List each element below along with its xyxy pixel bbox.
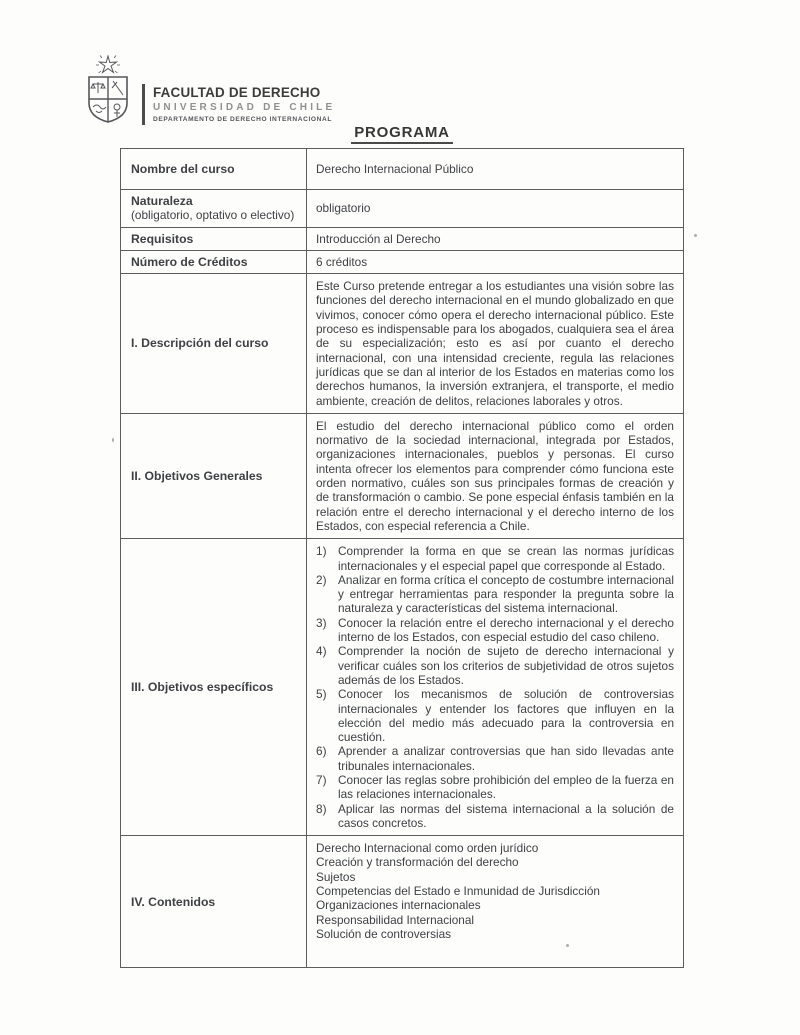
table-row-requisitos — [121, 227, 684, 250]
objective-item: Conocer la relación entre el derecho internacional y el derecho interno de los Estados, con especial estudio del caso chileno. — [338, 615, 674, 645]
objective-item: Analizar en forma crítica el concepto de costumbre internacional y entregar herramientas para responder la pregunta sobre la naturaleza y características del sistema internacional. — [338, 572, 674, 616]
objectives-list — [338, 544, 674, 830]
objective-item: Aprender a analizar controversias que han sido llevadas ante tribunales internacionales. — [338, 744, 674, 773]
objective-item: Comprender la noción de sujeto de derecho internacional y verificar cuáles son los criterios de subjetividad de otros sujetos además de los Estados. — [338, 644, 674, 687]
scan-speck — [694, 234, 697, 237]
letterhead — [82, 55, 335, 125]
universidad-de-chile-crest-icon — [82, 55, 134, 125]
row-value: 6 créditos — [307, 250, 684, 273]
document-title: PROGRAMA — [351, 124, 453, 144]
row-label: III. Objetivos específicos — [121, 539, 307, 836]
row-label: Requisitos — [121, 227, 307, 250]
table-row-descripcion — [121, 274, 684, 414]
course-table — [120, 148, 684, 968]
table-row-objetivos-especificos — [121, 539, 684, 836]
row-label: II. Objetivos Generales — [121, 413, 307, 538]
objective-item: Conocer las reglas sobre prohibición del empleo de la fuerza en las relaciones internacionales. — [338, 772, 674, 802]
row-value: obligatorio — [307, 190, 684, 228]
content-line: Creación y transformación del derecho — [316, 855, 519, 870]
university-name: UNIVERSIDAD DE CHILE — [153, 102, 336, 113]
letterhead-text — [142, 84, 335, 125]
row-label: Número de Créditos — [121, 250, 307, 273]
content-line: Competencias del Estado e Inmunidad de Jurisdicción — [316, 884, 600, 899]
row-value: Derecho Internacional Público — [307, 149, 684, 190]
row-label: Nombre del curso — [121, 149, 307, 190]
content-line: Solución de controversias — [316, 926, 452, 941]
department-name: DEPARTAMENTO DE DERECHO INTERNACIONAL — [153, 116, 332, 123]
content-line: Sujetos — [316, 869, 356, 884]
content-line: Organizaciones internacionales — [316, 898, 481, 913]
content-line: Responsabilidad Internacional — [316, 912, 475, 927]
objective-item: Conocer los mecanismos de solución de controversias internacionales y entender los factores que influyen en la elección del medio más adecuado para la controversia en cuestión. — [338, 687, 674, 745]
objective-item: Aplicar las normas del sistema internacional a la solución de casos concretos. — [338, 801, 674, 830]
scan-speck — [112, 438, 114, 442]
table-row-naturaleza — [121, 190, 684, 228]
row-label — [121, 190, 307, 228]
label-main: Naturaleza — [131, 194, 193, 208]
content-line: Derecho Internacional como orden jurídico — [316, 841, 539, 856]
row-value — [307, 836, 684, 968]
contents-list — [316, 841, 674, 941]
table-row-creditos — [121, 250, 684, 273]
table-row-objetivos-generales — [121, 413, 684, 538]
row-value: Este Curso pretende entregar a los estudiantes una visión sobre las funciones del derecho internacional en el mundo globalizado en que vivimos, conocer cómo opera el derecho internacional público. Este proceso es indispensable para los abogados, cualquiera sea el área de su especialización; esto es así por cuanto el derecho internacional, con una intensidad creciente, regula las relaciones jurídicas que se dan al interior de los Estados en materias como los derechos humanos, la inversión extranjera, el transporte, el medio ambiente, creación de delitos, relaciones laborales y otros. — [307, 274, 684, 414]
table-row-nombre — [121, 149, 684, 190]
table-row-contenidos — [121, 836, 684, 968]
row-value: Introducción al Derecho — [307, 227, 684, 250]
faculty-name: FACULTAD DE DERECHO — [153, 84, 321, 100]
title-wrap — [120, 124, 684, 144]
row-label: I. Descripción del curso — [121, 274, 307, 414]
row-value — [307, 539, 684, 836]
objective-item: Comprender la forma en que se crean las normas jurídicas internacionales y el especial papel que corresponde al Estado. — [338, 544, 674, 573]
row-value: El estudio del derecho internacional público como el orden normativo de la sociedad internacional, integrada por Estados, organizaciones internacionales, pueblos y personas. El curso intenta ofrecer los elementos para comprender cómo funciona este orden normativo, cuáles son sus principales formas de creación y de transformación o cambio. Se pone especial énfasis también en la relación entre el derecho internacional y el derecho interno de los Estados, con especial referencia a Chile. — [307, 413, 684, 538]
scan-speck — [566, 944, 569, 947]
label-note: (obligatorio, optativo o electivo) — [131, 208, 295, 223]
row-label: IV. Contenidos — [121, 836, 307, 968]
